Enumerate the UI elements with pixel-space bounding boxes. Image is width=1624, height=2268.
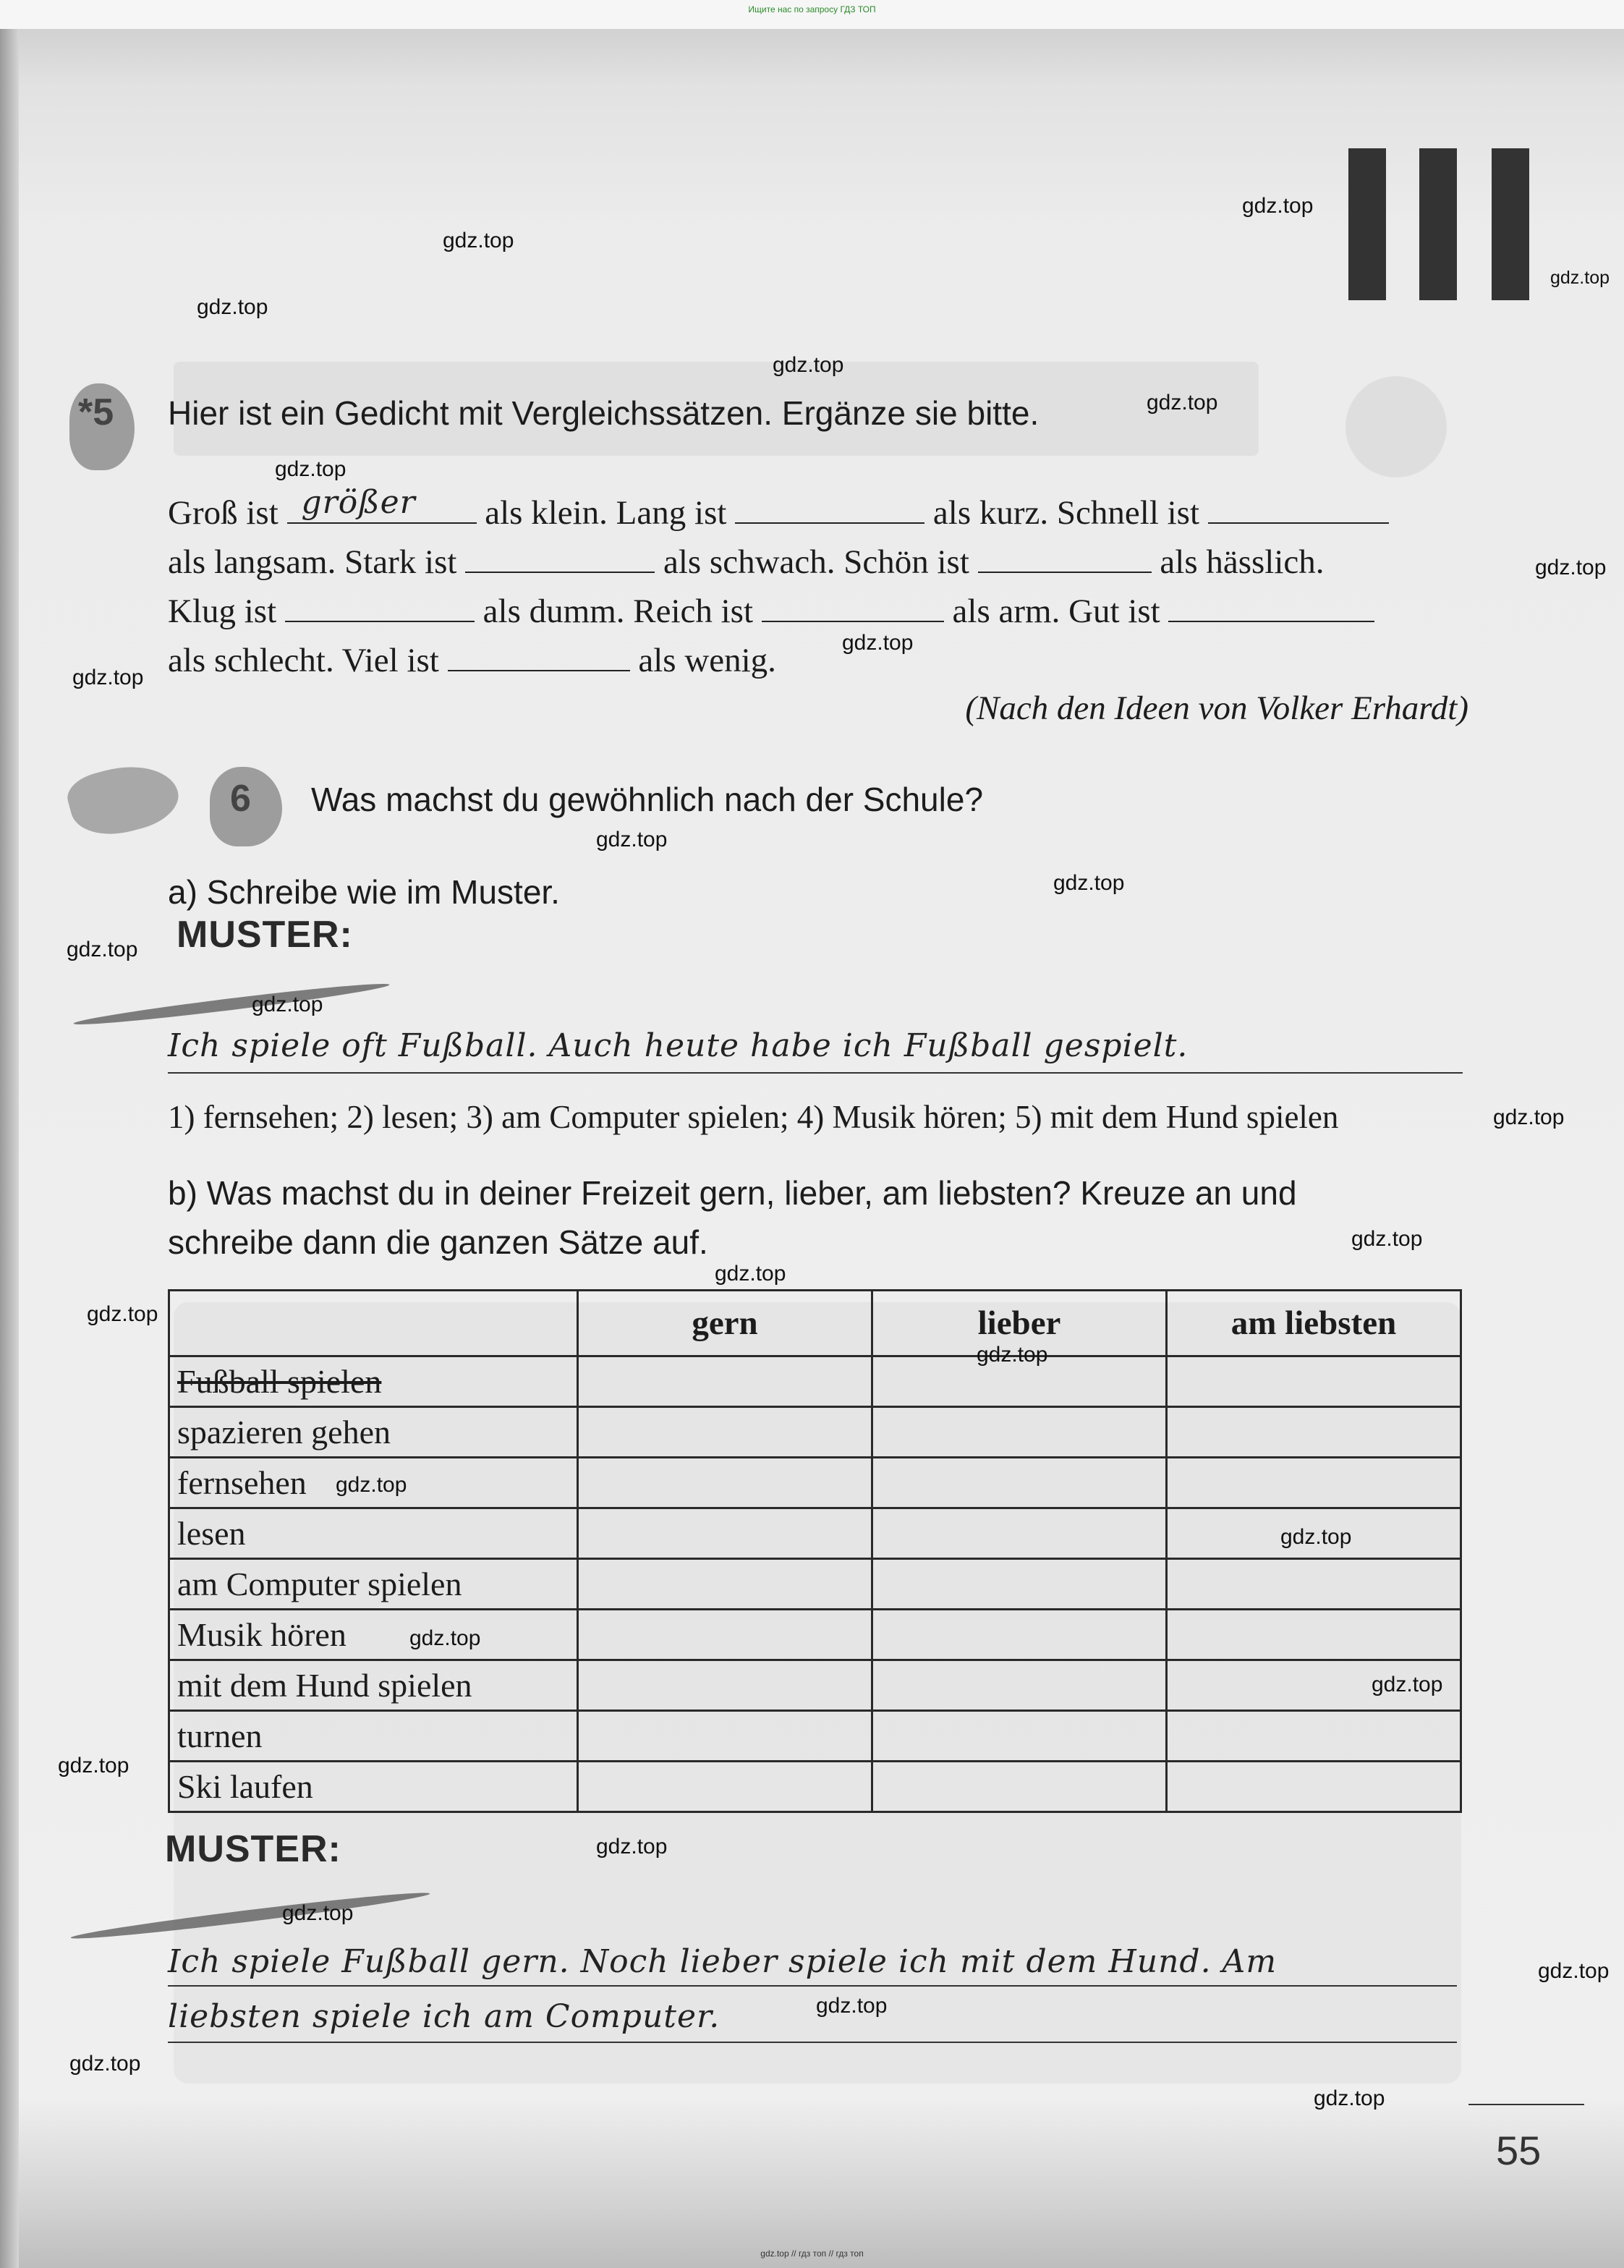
preference-table — [168, 1289, 1462, 1813]
ex5-instruction: Hier ist ein Gedicht mit Vergleichssätzen. Ergänze sie bitte. — [168, 394, 1040, 432]
ex5-blank-8[interactable] — [1168, 589, 1374, 622]
lieber-cell[interactable] — [872, 1508, 1167, 1559]
watermark: gdz.top — [67, 938, 138, 961]
chapter-bar-3 — [1492, 148, 1529, 300]
bleed-through-icon — [1345, 376, 1447, 477]
ex5-text: als arm. Gut ist — [952, 593, 1160, 630]
ex5-blank-9[interactable] — [448, 638, 630, 671]
lieber-cell[interactable] — [872, 1559, 1167, 1610]
watermark: gdz.top — [72, 666, 144, 689]
gern-cell[interactable] — [578, 1407, 872, 1458]
gern-cell[interactable] — [578, 1711, 872, 1762]
watermark: gdz.top — [1351, 1227, 1423, 1251]
ex5-text: als klein. Lang ist — [485, 494, 727, 532]
watermark: gdz.top — [977, 1343, 1048, 1367]
example-rule-b1 — [168, 1985, 1457, 1987]
ex5-text: als kurz. Schnell ist — [932, 494, 1200, 532]
watermark: gdz.top — [252, 993, 323, 1016]
example-rule-a — [168, 1072, 1463, 1074]
brush-stroke-a — [73, 979, 391, 1029]
gern-cell[interactable] — [578, 1356, 872, 1407]
table-row — [169, 1356, 1461, 1407]
ex5-line-4 — [168, 638, 776, 680]
ex5-line-2 — [168, 540, 1325, 582]
gern-cell[interactable] — [578, 1458, 872, 1508]
watermark: gdz.top — [336, 1473, 407, 1497]
table-header-row — [169, 1291, 1461, 1356]
watermark: gdz.top — [1538, 1959, 1610, 1983]
watermark: gdz.top — [1372, 1673, 1443, 1696]
watermark: gdz.top — [69, 2052, 141, 2076]
ex5-blank-2[interactable] — [735, 490, 924, 524]
ex6a-example-handwritten: Ich spiele oft Fußball. Auch heute habe ich Fußball gespielt. — [168, 1027, 1189, 1064]
table-row — [169, 1711, 1461, 1762]
ex6b-example-handwritten-2: liebsten spiele ich am Computer. — [168, 1998, 720, 2035]
am-liebsten-cell[interactable] — [1167, 1407, 1461, 1458]
watermark: gdz.top — [596, 1835, 668, 1859]
watermark: gdz.top — [715, 1262, 786, 1286]
activity-cell: am Computer spielen — [169, 1559, 578, 1610]
am-liebsten-cell[interactable] — [1167, 1762, 1461, 1812]
gern-cell[interactable] — [578, 1610, 872, 1660]
watermark: gdz.top — [1535, 556, 1607, 579]
watermark: gdz.top — [1493, 1105, 1565, 1129]
activity-cell: turnen — [169, 1711, 578, 1762]
ex5-text: als dumm. Reich ist — [482, 593, 754, 630]
watermark: gdz.top — [842, 631, 914, 655]
ex5-blank-6[interactable] — [285, 589, 475, 622]
lieber-cell[interactable] — [872, 1660, 1167, 1711]
ex6-instruction: Was machst du gewöhnlich nach der Schule? — [311, 781, 984, 818]
bottom-note: gdz.top // гдз топ // гдз топ — [760, 2248, 864, 2259]
ex6a-label: a) Schreibe wie im Muster. — [168, 873, 560, 911]
lieber-cell[interactable] — [872, 1610, 1167, 1660]
watermark: gdz.top — [596, 828, 668, 851]
page-number: 55 — [1496, 2128, 1542, 2173]
table-header-am-liebsten: am liebsten — [1167, 1291, 1461, 1356]
gern-cell[interactable] — [578, 1762, 872, 1812]
watermark: gdz.top — [443, 229, 514, 252]
page-spine-shadow — [0, 0, 19, 2268]
ex5-text: als wenig. — [638, 642, 776, 679]
table-row — [169, 1762, 1461, 1812]
am-liebsten-cell[interactable] — [1167, 1458, 1461, 1508]
top-note: Ищите нас по запросу ГДЗ ТОП — [748, 4, 876, 14]
lieber-cell[interactable] — [872, 1762, 1167, 1812]
gern-cell[interactable] — [578, 1508, 872, 1559]
watermark: gdz.top — [1242, 194, 1314, 218]
watermark: gdz.top — [87, 1302, 158, 1326]
gern-cell[interactable] — [578, 1660, 872, 1711]
ex5-source: (Nach den Ideen von Volker Erhardt) — [965, 689, 1468, 727]
watermark: gdz.top — [197, 295, 268, 319]
activity-cell: Fußball spielen — [169, 1356, 578, 1407]
muster-label-a: MUSTER: — [177, 914, 353, 956]
ex5-blank-3[interactable] — [1208, 490, 1389, 524]
watermark: gdz.top — [1280, 1525, 1352, 1549]
ex5-text: als langsam. Stark ist — [168, 543, 457, 581]
activity-cell: mit dem Hund spielen — [169, 1660, 578, 1711]
watermark: gdz.top — [1147, 391, 1218, 415]
lieber-cell[interactable] — [872, 1458, 1167, 1508]
chapter-bar-2 — [1419, 148, 1457, 300]
table-row — [169, 1660, 1461, 1711]
ex5-line-1 — [168, 484, 1389, 532]
table-row — [169, 1508, 1461, 1559]
watermark: gdz.top — [58, 1754, 129, 1778]
watermark: gdz.top — [1053, 871, 1125, 895]
gern-cell[interactable] — [578, 1559, 872, 1610]
lieber-cell[interactable] — [872, 1711, 1167, 1762]
muster-label-b: MUSTER: — [165, 1828, 341, 1870]
watermark: gdz.top — [282, 1901, 354, 1925]
ex5-text: Groß ist — [168, 494, 279, 532]
ex6a-items: 1) fernsehen; 2) lesen; 3) am Computer spielen; 4) Musik hören; 5) mit dem Hund spielen — [168, 1099, 1339, 1135]
ex6b-example-handwritten-1: Ich spiele Fußball gern. Noch lieber spiele ich mit dem Hund. Am — [168, 1943, 1277, 1980]
am-liebsten-cell[interactable] — [1167, 1610, 1461, 1660]
am-liebsten-cell[interactable] — [1167, 1559, 1461, 1610]
example-rule-b2 — [168, 2042, 1457, 2043]
lieber-cell[interactable] — [872, 1407, 1167, 1458]
ex5-blank-7[interactable] — [762, 589, 944, 622]
ex5-text: Klug ist — [168, 593, 277, 630]
ex6b-instruction-2: schreibe dann die ganzen Sätze auf. — [168, 1223, 708, 1261]
table-row — [169, 1559, 1461, 1610]
ex6b-instruction-1: b) Was machst du in deiner Freizeit gern, lieber, am liebsten? Kreuze an und — [168, 1174, 1297, 1212]
activity-cell: Musik hören — [169, 1610, 578, 1660]
watermark: gdz.top — [816, 1994, 888, 2018]
activity-cell: fernsehen — [169, 1458, 578, 1508]
table-header-lieber: lieber — [872, 1291, 1167, 1356]
ex5-number: *5 — [78, 391, 114, 433]
table-row — [169, 1407, 1461, 1458]
ex5-blank-4[interactable] — [465, 540, 655, 573]
watermark: gdz.top — [1550, 268, 1610, 288]
activity-cell: lesen — [169, 1508, 578, 1559]
ex5-text: als hässlich. — [1160, 543, 1325, 581]
watermark: gdz.top — [773, 353, 844, 377]
activity-cell: Ski laufen — [169, 1762, 578, 1812]
am-liebsten-cell[interactable] — [1167, 1711, 1461, 1762]
ex5-text: als schwach. Schön ist — [663, 543, 969, 581]
page-number-rule — [1468, 2104, 1584, 2105]
table-header-gern: gern — [578, 1291, 872, 1356]
ex5-text: als schlecht. Viel ist — [168, 642, 439, 679]
ex5-blank-5[interactable] — [978, 540, 1152, 573]
watermark: gdz.top — [275, 457, 347, 481]
ex5-answer-handwritten: größer — [301, 484, 416, 521]
table-row — [169, 1610, 1461, 1660]
ex6-number: 6 — [230, 778, 251, 820]
ex5-line-3 — [168, 589, 1374, 631]
watermark: gdz.top — [409, 1626, 481, 1650]
table-header-empty — [169, 1291, 578, 1356]
watermark: gdz.top — [1314, 2086, 1385, 2110]
am-liebsten-cell[interactable] — [1167, 1356, 1461, 1407]
pencil-notebook-icon — [63, 754, 184, 845]
ex5-blank-1[interactable] — [287, 484, 477, 524]
activity-cell: spazieren gehen — [169, 1407, 578, 1458]
chapter-bar-1 — [1348, 148, 1386, 300]
